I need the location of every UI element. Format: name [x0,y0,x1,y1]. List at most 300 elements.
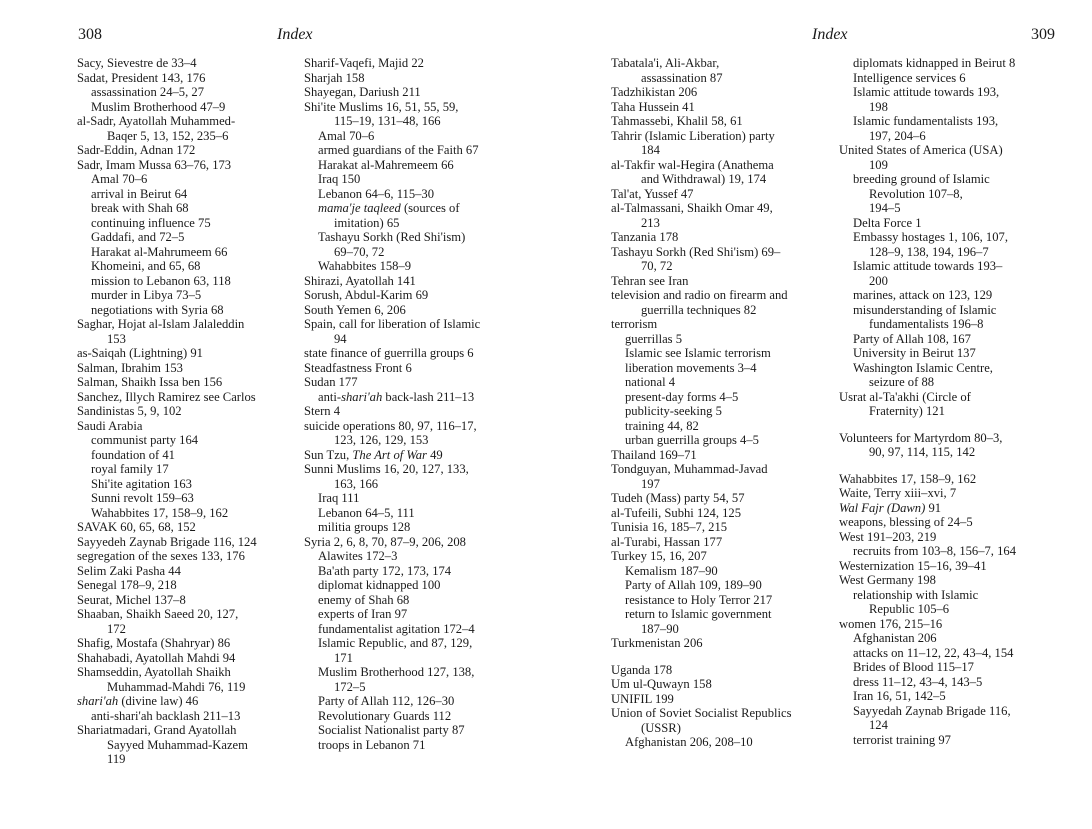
entry-text: mama'je taqleed [318,201,401,215]
entry-text-rest: (divine law) 46 [118,694,199,708]
index-subentry [77,477,299,492]
entry-text: Waite, Terry xiii–xvi, 7 [839,486,957,500]
entry-text: terrorist training 97 [853,732,951,747]
index-subentry [77,448,299,463]
index-entry [839,390,1065,405]
entry-text: Socialist Nationalist party 87 [318,723,465,737]
entry-text: Kemalism 187–90 [625,563,718,578]
entry-text: Shi'ite Muslims 16, 51, 55, 59, [304,99,459,114]
index-entry-continuation [304,477,518,492]
entry-text: Shayegan, Dariush 211 [304,85,421,99]
index-subentry [839,689,1065,704]
index-column-right-1 [611,56,829,750]
index-subentry [304,723,518,738]
entry-text: assassination 87 [641,70,723,85]
index-subentry [839,303,1065,318]
index-subentry [611,735,829,750]
entry-text: 109 [869,157,888,172]
entry-text: Fraternity) 121 [869,404,945,418]
entry-text: Delta Force 1 [853,215,922,230]
entry-text: arrival in Beirut 64 [91,186,188,201]
index-entry [77,361,299,376]
entry-text: return to Islamic government [625,607,772,621]
index-entry-continuation [839,602,1065,617]
entry-text: Amal 70–6 [318,128,375,143]
index-entry-continuation [611,477,829,492]
index-subentry [304,665,518,680]
index-entry [304,346,518,361]
index-entry [77,723,299,738]
index-entry [611,706,829,721]
index-entry-continuation [304,332,518,347]
entry-text: Taha Hussein 41 [611,99,695,114]
entry-text: imitation) 65 [334,215,400,230]
entry-text: Lebanon 64–6, 115–30 [318,186,435,201]
index-subentry [304,201,518,216]
entry-text: Tanzania 178 [611,230,679,244]
entry-text: state finance of guerrilla groups 6 [304,346,474,360]
entry-text: Islamic Republic, and 87, 129, [318,636,473,650]
index-subentry [839,56,1065,71]
entry-text: Shi'ite agitation 163 [91,476,192,491]
entry-text: Sorush, Abdul-Karim 69 [304,288,429,302]
entry-text: Stern 4 [304,404,341,418]
entry-text: 90, 97, 114, 115, 142 [869,445,976,459]
index-subentry [77,506,299,521]
index-subentry [304,549,518,564]
index-subentry [304,738,518,753]
entry-text: Tudeh (Mass) party 54, 57 [611,491,745,505]
index-subentry [304,172,518,187]
entry-text: Union of Soviet Socialist Republics [611,706,792,720]
index-entry [304,303,518,318]
index-subentry [304,564,518,579]
entry-text: 163, 166 [334,476,379,491]
entry-text: Sayyedah Zaynab Brigade 116, [853,703,1011,718]
index-entry-continuation [611,143,829,158]
entry-text: 197, 204–6 [869,128,926,143]
index-entry-continuation [611,259,829,274]
index-entry [77,564,299,579]
entry-italic-text: shari'ah [341,389,383,404]
entry-text: enemy of Shah 68 [318,592,410,607]
entry-text: recruits from 103–8, 156–7, 164 [853,544,1016,558]
entry-text: al-Sadr, Ayatollah Muhammed- [77,114,236,128]
entry-text: Party of Allah 109, 189–90 [625,578,762,592]
index-entry-continuation [611,303,829,318]
index-subentry [611,346,829,361]
index-entry [77,143,299,158]
index-entry [304,288,518,303]
entry-text: Iraq 150 [318,172,361,186]
entry-text: Saghar, Hojat al-Islam Jalaleddin [77,317,245,331]
entry-text: Harakat al-Mahrumeem 66 [91,244,228,259]
entry-text: Shariatmadari, Grand Ayatollah [77,723,237,737]
index-entry [611,114,829,129]
entry-text: shari'ah [77,694,119,708]
index-entry-continuation [839,375,1065,390]
entry-text-rest: (sources of [400,201,460,215]
index-subentry [611,332,829,347]
index-subentry [611,593,829,608]
entry-text: Sun Tzu, [304,447,353,462]
entry-text-rest: 49 [426,447,443,462]
entry-text: Syria 2, 6, 8, 70, 87–9, 206, 208 [304,534,466,549]
index-entry [611,288,829,303]
index-column-right-2 [839,56,1065,747]
index-subentry [77,288,299,303]
entry-text: 124 [869,718,888,732]
entry-text: SAVAK 60, 65, 68, 152 [77,520,196,534]
index-entry [611,448,829,463]
entry-text: Party of Allah 108, 167 [853,331,971,346]
index-subentry [304,593,518,608]
index-entry [611,245,829,260]
entry-text: Shafig, Mostafa (Shahryar) 86 [77,636,231,650]
index-entry-continuation [77,680,299,695]
entry-text: negotiations with Syria 68 [91,302,224,317]
index-subentry [77,100,299,115]
index-subentry [839,361,1065,376]
entry-italic-text: The Art of War [352,447,427,462]
entry-text: 197 [641,476,660,491]
left-running-header: Index [277,26,313,43]
entry-text: Sandinistas 5, 9, 102 [77,404,182,418]
entry-text: Um ul-Quwayn 158 [611,677,712,691]
index-entry [839,530,1065,545]
index-entry-continuation [611,71,829,86]
index-entry [304,274,518,289]
entry-text: Senegal 178–9, 218 [77,578,177,592]
index-entry [77,593,299,608]
index-entry [611,520,829,535]
entry-text: continuing influence 75 [91,215,211,230]
index-entry [304,317,518,332]
entry-text: 171 [334,650,353,665]
index-subentry [77,259,299,274]
entry-text: Shamseddin, Ayatollah Shaikh [77,665,231,679]
index-entry [77,56,299,71]
entry-text: mission to Lebanon 63, 118 [91,273,231,288]
index-entry-continuation [611,721,829,736]
entry-text: segregation of the sexes 133, 176 [77,549,245,563]
entry-text: suicide operations 80, 97, 116–17, [304,418,477,433]
index-entry [304,85,518,100]
entry-text: diplomat kidnapped 100 [318,578,441,592]
entry-text: University in Beirut 137 [853,346,976,360]
index-entry [611,692,829,707]
entry-text: terrorism [611,317,658,331]
entry-text: Islamic attitude towards 193– [853,259,1003,273]
index-entry-continuation [611,172,829,187]
entry-text: Westernization 15–16, 39–41 [839,558,987,573]
entry-text: communist party 164 [91,433,199,447]
entry-text: al-Tufeili, Subhi 124, 125 [611,505,742,520]
entry-text: 70, 72 [641,259,673,273]
entry-text: Alawites 172–3 [318,549,398,563]
index-subentry [304,143,518,158]
index-entry [77,346,299,361]
index-entry [611,187,829,202]
entry-text: Sadr, Imam Mussa 63–76, 173 [77,157,232,172]
entry-text: Seurat, Michel 137–8 [77,592,186,607]
entry-text: Salman, Ibrahim 153 [77,360,183,375]
index-entry [77,578,299,593]
entry-text: 213 [641,215,660,230]
entry-text: marines, attack on 123, 129 [853,288,993,302]
entry-text: 128–9, 138, 194, 196–7 [869,244,989,259]
right-page-number: 309 [1031,26,1055,43]
index-entry [839,617,1065,632]
index-entry [611,100,829,115]
index-entry [304,419,518,434]
index-subentry [839,646,1065,661]
entry-text: attacks on 11–12, 22, 43–4, 154 [853,645,1014,660]
index-entry [77,71,299,86]
index-subentry [611,375,829,390]
entry-text: 200 [869,273,888,288]
index-subentry [304,187,518,202]
index-subentry [839,71,1065,86]
index-entry [77,390,299,405]
index-subentry [77,85,299,100]
index-entry [611,201,829,216]
index-subentry [839,85,1065,100]
entry-text: Republic 105–6 [869,602,950,616]
index-subentry [304,129,518,144]
index-entry [77,636,299,651]
index-entry-continuation [304,651,518,666]
entry-text: 172 [107,621,126,636]
index-entry [839,486,1065,501]
index-entry [77,549,299,564]
index-subentry [304,709,518,724]
index-entry-continuation [304,245,518,260]
index-subentry [77,462,299,477]
entry-text: Wal Fajr (Dawn) [839,500,926,515]
entry-text: 198 [869,99,888,114]
entry-text: Sacy, Sievestre de 33–4 [77,56,197,70]
entry-text: Spain, call for liberation of Islamic [304,317,481,331]
index-entry [611,491,829,506]
entry-text: weapons, blessing of 24–5 [839,515,973,529]
entry-text: Volunteers for Martyrdom 80–3, [839,430,1003,445]
entry-text: Wahabbites 17, 158–9, 162 [839,471,977,486]
entry-text: armed guardians of the Faith 67 [318,143,479,157]
entry-text: (USSR) [641,720,681,735]
entry-text: United States of America (USA) [839,143,1003,157]
entry-text: relationship with Islamic [853,587,979,602]
index-entry [839,573,1065,588]
index-entry [839,472,1065,487]
entry-text: militia groups 128 [318,520,411,534]
entry-text: Muslim Brotherhood 47–9 [91,99,226,114]
entry-text: Sharif-Vaqefi, Majid 22 [304,56,424,70]
entry-text: Tashayu Sorkh (Red Shi'ism) [318,230,466,244]
entry-text: 119 [107,752,126,766]
entry-text: Uganda 178 [611,662,673,677]
index-subentry [77,245,299,260]
entry-text: Party of Allah 112, 126–30 [318,694,455,708]
index-entry [611,85,829,100]
index-subentry [304,158,518,173]
index-subentry [304,491,518,506]
entry-text: break with Shah 68 [91,201,189,215]
index-entry-continuation [839,445,1065,460]
entry-text: national 4 [625,375,676,389]
entry-text: Tal'at, Yussef 47 [611,186,694,201]
index-subentry [839,216,1065,231]
entry-text: Tahmassebi, Khalil 58, 61 [611,114,743,128]
entry-text: 123, 126, 129, 153 [334,433,429,447]
entry-text: Sharjah 158 [304,70,365,85]
index-entry-continuation [839,404,1065,419]
index-column-left-2 [304,56,518,752]
index-entry-continuation [611,216,829,231]
entry-text: Turkmenistan 206 [611,636,703,650]
entry-text: Salman, Shaikh Issa ben 156 [77,375,223,389]
index-entry-continuation [77,752,299,767]
index-entry-continuation [839,245,1065,260]
index-entry [77,535,299,550]
entry-text: liberation movements 3–4 [625,360,757,375]
index-entry-continuation [839,274,1065,289]
index-entry-continuation [77,622,299,637]
entry-text: anti-shari'ah backlash 211–13 [91,708,241,723]
entry-text: foundation of 41 [91,447,175,462]
entry-text: Sayyed Muhammad-Kazem [107,737,248,752]
entry-text: Revolution 107–8, [869,186,963,201]
index-subentry [839,288,1065,303]
entry-text: Sunni Muslims 16, 20, 127, 133, [304,462,469,476]
entry-text: Brides of Blood 115–17 [853,660,974,674]
index-subentry [839,733,1065,748]
index-entry [304,375,518,390]
index-subentry [304,622,518,637]
index-entry [611,677,829,692]
entry-text: Afghanistan 206, 208–10 [625,735,753,749]
index-entry-continuation [77,332,299,347]
index-subentry [304,259,518,274]
index-subentry [304,636,518,651]
entry-text: troops in Lebanon 71 [318,737,426,752]
index-subentry [77,216,299,231]
index-entry [611,549,829,564]
index-entry [611,535,829,550]
entry-text: Iraq 111 [318,491,360,505]
entry-text: Embassy hostages 1, 106, 107, [853,230,1008,244]
index-entry [839,431,1065,446]
entry-text: Afghanistan 206 [853,631,937,645]
index-entry [304,404,518,419]
entry-text: West Germany 198 [839,573,936,587]
entry-text: 115–19, 131–48, 166 [334,114,441,128]
index-entry [77,665,299,680]
index-entry [611,274,829,289]
index-entry-continuation [839,129,1065,144]
entry-text: Sadat, President 143, 176 [77,70,206,85]
index-entry-continuation [304,433,518,448]
entry-text: Usrat al-Ta'akhi (Circle of [839,389,971,404]
index-subentry [611,361,829,376]
entry-text: 153 [107,331,126,346]
index-entry [304,56,518,71]
entry-text: Tahrir (Islamic Liberation) party [611,128,775,143]
entry-text: 172–5 [334,679,366,694]
entry-text: assassination 24–5, 27 [91,85,204,99]
entry-text: Harakat al-Mahremeem 66 [318,157,454,172]
index-subentry [304,520,518,535]
entry-text-rest: back-lash 211–13 [382,389,475,404]
entry-text: Khomeini, and 65, 68 [91,259,201,273]
entry-text: Washington Islamic Centre, [853,360,993,375]
index-entry [77,114,299,129]
entry-text: Wahabbites 158–9 [318,259,412,273]
index-subentry [839,704,1065,719]
index-entry [611,462,829,477]
entry-text: Intelligence services 6 [853,70,966,85]
entry-text: fundamentalist agitation 172–4 [318,621,475,636]
index-subentry [77,172,299,187]
right-running-header: Index [812,26,848,43]
entry-text: 184 [641,143,660,157]
index-entry-continuation [611,622,829,637]
entry-text: breeding ground of Islamic [853,172,990,186]
entry-text: UNIFIL 199 [611,691,674,706]
entry-text: Tehran see Iran [611,273,689,288]
entry-text: as-Saiqah (Lightning) 91 [77,346,203,360]
entry-text: Revolutionary Guards 112 [318,708,452,723]
index-entry-continuation [77,738,299,753]
entry-text: 69–70, 72 [334,244,385,259]
entry-text: South Yemen 6, 206 [304,302,406,317]
entry-text: Shirazi, Ayatollah 141 [304,273,416,288]
index-entry [611,317,829,332]
entry-text: Amal 70–6 [91,172,148,186]
entry-text: women 176, 215–16 [839,616,943,631]
index-subentry [611,564,829,579]
index-subentry [77,201,299,216]
entry-text: Islamic fundamentalists 193, [853,114,999,128]
entry-text: Selim Zaki Pasha 44 [77,563,181,578]
index-entry [839,501,1065,516]
index-entry-continuation [839,100,1065,115]
entry-text: Islamic see Islamic terrorism [625,346,771,360]
entry-text: al-Talmassani, Shaikh Omar 49, [611,201,773,215]
index-entry [611,158,829,173]
index-entry [611,56,829,71]
index-entry-continuation [304,680,518,695]
index-subentry [611,607,829,622]
index-subentry [611,578,829,593]
index-entry [77,419,299,434]
index-subentry [839,332,1065,347]
index-entry [611,129,829,144]
index-subentry [304,230,518,245]
entry-text: Wahabbites 17, 158–9, 162 [91,505,229,520]
index-subentry [611,404,829,419]
index-subentry [839,544,1065,559]
index-subentry [77,303,299,318]
entry-text: Tunisia 16, 185–7, 215 [611,520,728,534]
entry-text: Sunni revolt 159–63 [91,491,194,505]
entry-text: Tadzhikistan 206 [611,85,698,99]
index-subentry [77,709,299,724]
entry-text: Tondguyan, Muhammad-Javad [611,462,768,476]
index-entry-continuation [839,718,1065,733]
index-subentry [839,259,1065,274]
entry-text: guerrilla techniques 82 [641,302,757,317]
